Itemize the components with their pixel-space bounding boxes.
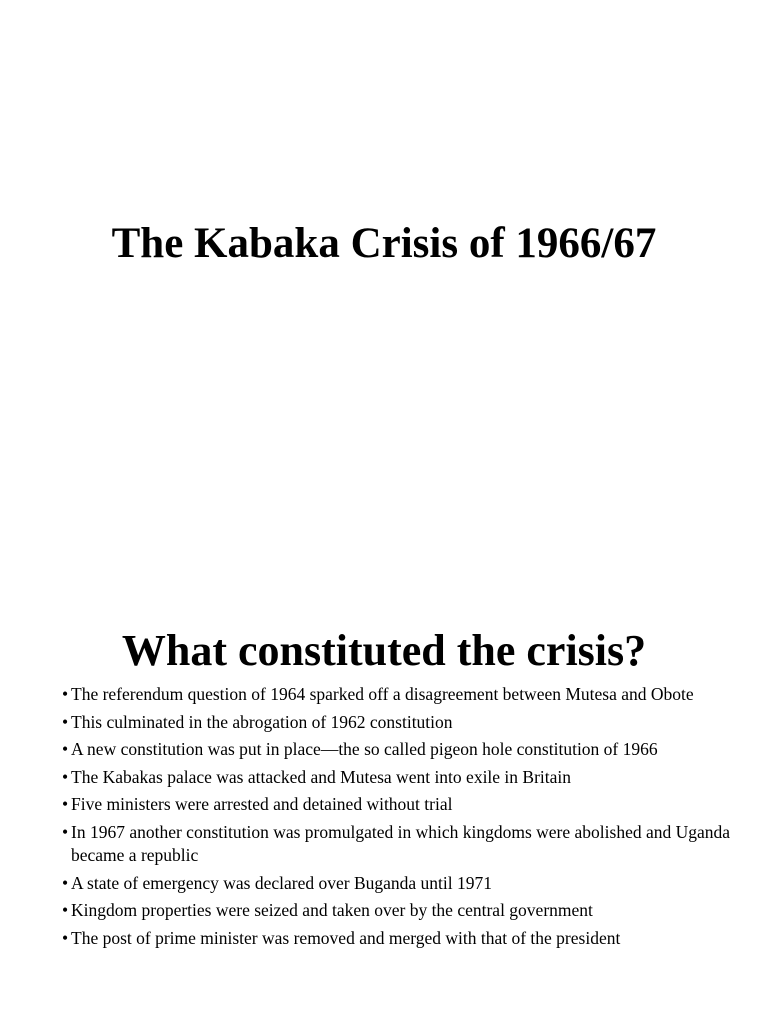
list-item-text: Kingdom properties were seized and taken over by the central government bbox=[71, 900, 593, 920]
bullet-marker: • bbox=[62, 739, 69, 759]
bullet-marker: • bbox=[62, 821, 69, 842]
bullet-list bbox=[62, 683, 732, 954]
bullet-marker: • bbox=[62, 900, 69, 920]
list-item bbox=[62, 711, 732, 735]
list-item-text: In 1967 another constitution was promulgated in which kingdoms were abolished and Uganda became a republic bbox=[71, 821, 731, 865]
list-item bbox=[62, 872, 732, 896]
slide-title: The Kabaka Crisis of 1966/67 bbox=[111, 220, 657, 267]
bullet-marker: • bbox=[62, 711, 69, 732]
list-item bbox=[62, 821, 732, 868]
bullet-marker: • bbox=[62, 684, 69, 704]
section-heading: What constituted the crisis? bbox=[121, 626, 647, 675]
bullet-marker: • bbox=[62, 766, 69, 787]
list-item-text: The referendum question of 1964 sparked off a disagreement between Mutesa and Obote bbox=[71, 684, 694, 704]
list-item-text: This culminated in the abrogation of 1962 constitution bbox=[71, 711, 453, 732]
list-item bbox=[62, 738, 732, 762]
bullet-marker: • bbox=[62, 872, 69, 893]
list-item bbox=[62, 927, 732, 951]
list-item bbox=[62, 899, 732, 923]
bullet-marker: • bbox=[62, 927, 69, 948]
list-item-text: A new constitution was put in place—the so called pigeon hole constitution of 1966 bbox=[71, 739, 658, 759]
list-item-text: The Kabakas palace was attacked and Mutesa went into exile in Britain bbox=[71, 766, 572, 787]
list-item-text: A state of emergency was declared over Buganda until 1971 bbox=[71, 872, 492, 893]
list-item-text: The post of prime minister was removed and merged with that of the president bbox=[71, 927, 621, 948]
list-item-text: Five ministers were arrested and detained without trial bbox=[71, 794, 453, 814]
list-item bbox=[62, 683, 732, 707]
bullet-marker: • bbox=[62, 794, 69, 814]
list-item bbox=[62, 766, 732, 790]
list-item bbox=[62, 793, 732, 817]
